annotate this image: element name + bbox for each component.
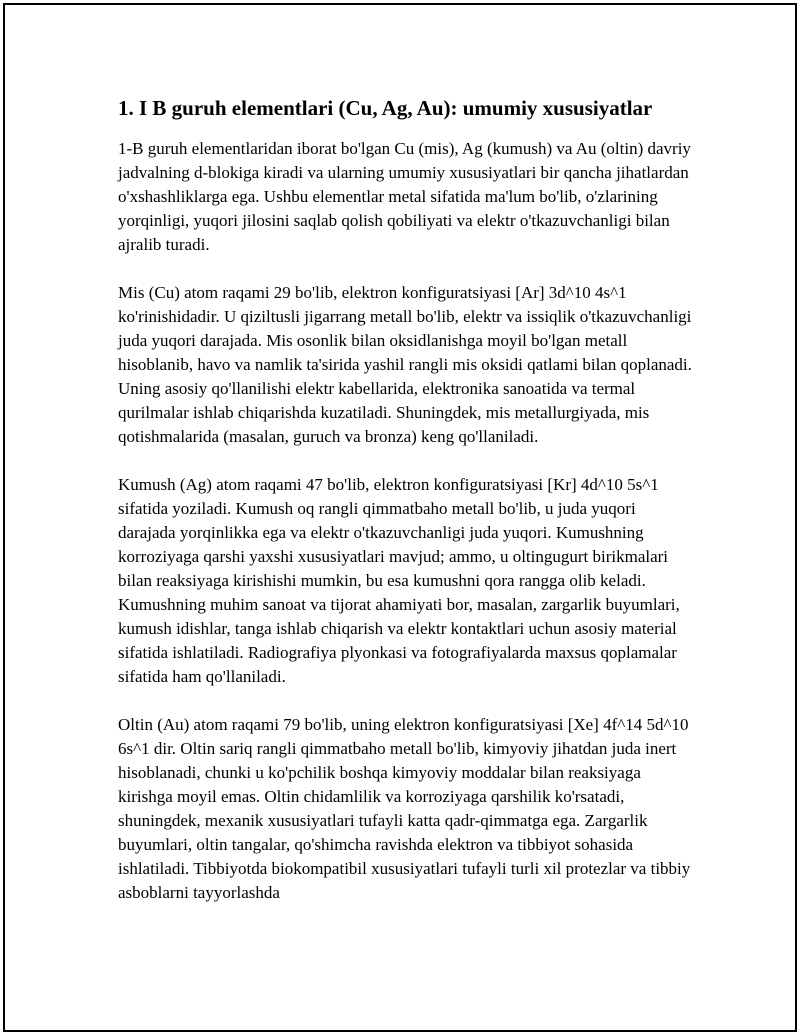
paragraph-copper: Mis (Cu) atom raqami 29 bo'lib, elektron konfiguratsiyasi [Ar] 3d^10 4s^1 ko'rinishidadir. U qiziltusli jigarrang metall bo'lib, elektr va issiqlik o'tkazuvchanligi juda yuqori darajada. Mis osonlik bilan oksidlanishga moyil bo'lgan metall hisoblanib, havo va namlik ta'sirida yashil rangli mis oksidi qatlami bilan qoplanadi. Uning asosiy qo'llanilishi elektr kabellarida, elektronika sanoatida va termal qurilmalar ishlab chiqarishda kuzatiladi. Shuningdek, mis metallurgiyada, mis qotishmalarida (masalan, guruch va bronza) keng qo'llaniladi. [118, 283, 692, 446]
document-page [3, 3, 797, 1032]
document-content [118, 95, 693, 929]
paragraph-gold: Oltin (Au) atom raqami 79 bo'lib, uning elektron konfiguratsiyasi [Xe] 4f^14 5d^10 6s^1 dir. Oltin sariq rangli qimmatbaho metall bo'lib, kimyoviy jihatdan juda inert hisoblanadi, chunki u ko'pchilik boshqa kimyoviy moddalar bilan reaksiyaga kirishga moyil emas. Oltin chidamlilik va korroziyaga qarshilik ko'rsatadi, shuningdek, mexanik xususiyatlari tufayli katta qadr-qimmatga ega. Zargarlik buyumlari, oltin tangalar, qo'shimcha ravishda elektron va tibbiyot sohasida ishlatiladi. Tibbiyotda biokompatibil xususiyatlari tufayli turli xil protezlar va tibbiy asboblarni tayyorlashda [118, 715, 691, 902]
paragraph-intro: 1-B guruh elementlaridan iborat bo'lgan Cu (mis), Ag (kumush) va Au (oltin) davriy jadvalning d-blokiga kiradi va ularning umumiy xususiyatlari bir qancha jihatlardan o'xshashliklarga ega. Ushbu elementlar metal sifatida ma'lum bo'lib, o'zlarining yorqinligi, yuqori jilosini saqlab qolish qobiliyati va elektr o'tkazuvchanligi bilan ajralib turadi. [118, 139, 691, 254]
section-title: 1. I B guruh elementlari (Cu, Ag, Au): umumiy xususiyatlar [118, 96, 653, 120]
paragraph-silver: Kumush (Ag) atom raqami 47 bo'lib, elektron konfiguratsiyasi [Kr] 4d^10 5s^1 sifatida yoziladi. Kumush oq rangli qimmatbaho metall bo'lib, u juda yuqori darajada yorqinlikka ega va elektr o'tkazuvchanligi juda yuqori. Kumushning korroziyaga qarshi yaxshi xususiyatlari mavjud; ammo, u oltingugurt birikmalari bilan reaksiyaga kirishishi mumkin, bu esa kumushni qora rangga olib keladi. Kumushning muhim sanoat va tijorat ahamiyati bor, masalan, zargarlik buyumlari, kumush idishlar, tanga ishlab chiqarish va elektr kontaktlari uchun asosiy material sifatida ishlatiladi. Radiografiya plyonkasi va fotografiyalarda maxsus qoplamalar sifatida ham qo'llaniladi. [118, 475, 680, 686]
